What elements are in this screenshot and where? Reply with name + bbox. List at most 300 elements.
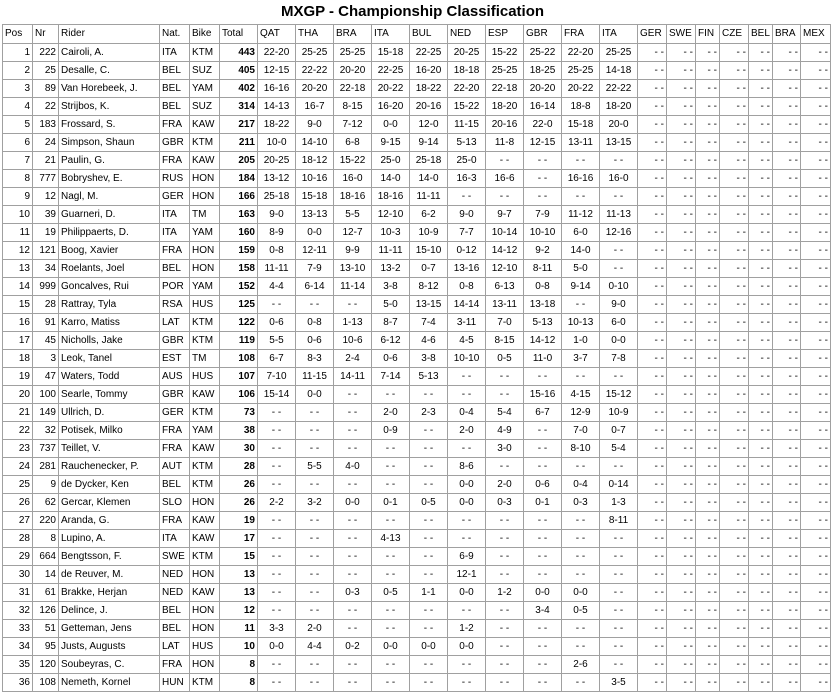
column-header: GER [638,25,667,44]
table-row [3,386,831,404]
table-row [3,44,831,62]
race-result-cell: 1-3 [600,494,638,512]
race-result-cell: 0-0 [448,476,486,494]
rider-cell: Gercar, Klemen [59,494,160,512]
race-result-cell: - - [667,386,696,404]
race-result-cell: - - [410,548,448,566]
race-result-cell: 20-22 [562,80,600,98]
race-result-cell: - - [801,656,831,674]
bike-cell: KAW [190,584,220,602]
race-result-cell: - - [258,566,296,584]
race-result-cell: - - [801,422,831,440]
race-result-cell: - - [696,44,720,62]
race-result-cell: - - [410,458,448,476]
race-result-cell: 0-0 [258,638,296,656]
race-result-cell: - - [296,584,334,602]
pos-cell: 21 [3,404,33,422]
race-result-cell: - - [773,458,801,476]
race-result-cell: - - [638,44,667,62]
total-cell: 159 [220,242,258,260]
race-result-cell: 0-0 [334,494,372,512]
race-result-cell: 15-10 [410,242,448,260]
race-result-cell: 8-11 [600,512,638,530]
race-result-cell: 3-8 [410,350,448,368]
race-result-cell: 14-0 [372,170,410,188]
nr-cell: 777 [33,170,59,188]
race-result-cell: 7-4 [410,314,448,332]
race-result-cell: - - [801,602,831,620]
race-result-cell: 7-9 [524,206,562,224]
page-title: MXGP - Championship Classification [280,3,545,20]
race-result-cell: - - [801,44,831,62]
race-result-cell: - - [638,620,667,638]
pos-cell: 1 [3,44,33,62]
nat-cell: LAT [160,314,190,332]
race-result-cell: 6-8 [334,134,372,152]
race-result-cell: 20-20 [524,80,562,98]
race-result-cell: - - [600,530,638,548]
race-result-cell: - - [696,134,720,152]
race-result-cell: - - [801,260,831,278]
race-result-cell: 4-9 [486,422,524,440]
rider-cell: Potisek, Milko [59,422,160,440]
race-result-cell: 6-14 [296,278,334,296]
bike-cell: HUS [190,638,220,656]
race-result-cell: 7-14 [372,368,410,386]
race-result-cell: - - [801,638,831,656]
race-result-cell: - - [667,206,696,224]
race-result-cell: 14-14 [448,296,486,314]
race-result-cell: - - [749,116,773,134]
race-result-cell: - - [801,116,831,134]
pos-cell: 19 [3,368,33,386]
race-result-cell: 2-0 [372,404,410,422]
race-result-cell: 22-25 [372,62,410,80]
race-result-cell: - - [486,512,524,530]
nr-cell: 999 [33,278,59,296]
race-result-cell: - - [696,350,720,368]
race-result-cell: - - [524,530,562,548]
pos-cell: 31 [3,584,33,602]
race-result-cell: - - [667,602,696,620]
nr-cell: 222 [33,44,59,62]
race-result-cell: 22-22 [296,62,334,80]
race-result-cell: - - [801,494,831,512]
race-result-cell: - - [667,620,696,638]
bike-cell: HON [190,620,220,638]
table-row [3,602,831,620]
race-result-cell: - - [801,206,831,224]
race-result-cell: - - [334,602,372,620]
race-result-cell: 0-8 [296,314,334,332]
race-result-cell: - - [696,368,720,386]
race-result-cell: 16-16 [562,170,600,188]
race-result-cell: - - [749,98,773,116]
pos-cell: 14 [3,278,33,296]
table-row [3,422,831,440]
rider-cell: Leok, Tanel [59,350,160,368]
race-result-cell: - - [801,350,831,368]
table-row [3,80,831,98]
race-result-cell: 5-0 [372,296,410,314]
total-cell: 125 [220,296,258,314]
race-result-cell: - - [749,350,773,368]
race-result-cell: - - [773,656,801,674]
race-result-cell: - - [801,296,831,314]
race-result-cell: 25-18 [258,188,296,206]
race-result-cell: 2-0 [296,620,334,638]
race-result-cell: - - [720,458,749,476]
race-result-cell: 12-1 [448,566,486,584]
race-result-cell: 0-8 [448,278,486,296]
race-result-cell: - - [667,242,696,260]
race-result-cell: - - [773,494,801,512]
race-result-cell: - - [749,188,773,206]
nat-cell: LAT [160,638,190,656]
race-result-cell: - - [638,80,667,98]
race-result-cell: - - [448,674,486,692]
nat-cell: GBR [160,134,190,152]
race-result-cell: - - [638,494,667,512]
nat-cell: GER [160,188,190,206]
nat-cell: FRA [160,242,190,260]
pos-cell: 17 [3,332,33,350]
race-result-cell: - - [696,602,720,620]
race-result-cell: - - [638,368,667,386]
race-result-cell: 9-0 [296,116,334,134]
rider-cell: Roelants, Joel [59,260,160,278]
race-result-cell: 15-22 [334,152,372,170]
pos-cell: 11 [3,224,33,242]
race-result-cell: - - [667,494,696,512]
race-result-cell: - - [720,476,749,494]
race-result-cell: - - [720,548,749,566]
race-result-cell: 6-7 [524,404,562,422]
race-result-cell: 13-11 [486,296,524,314]
race-result-cell: 20-25 [258,152,296,170]
race-result-cell: - - [296,566,334,584]
nr-cell: 51 [33,620,59,638]
pos-cell: 26 [3,494,33,512]
race-result-cell: - - [296,602,334,620]
race-result-cell: - - [410,422,448,440]
rider-cell: Karro, Matiss [59,314,160,332]
race-result-cell: - - [749,224,773,242]
race-result-cell: 16-20 [410,62,448,80]
race-result-cell: - - [638,242,667,260]
race-result-cell: - - [801,62,831,80]
nat-cell: NED [160,566,190,584]
column-header: ITA [372,25,410,44]
pos-cell: 29 [3,548,33,566]
race-result-cell: 0-0 [448,494,486,512]
race-result-cell: - - [296,512,334,530]
race-result-cell: 6-12 [372,332,410,350]
race-result-cell: 13-18 [524,296,562,314]
race-result-cell: - - [667,296,696,314]
race-result-cell: - - [486,602,524,620]
race-result-cell: 25-22 [524,44,562,62]
race-result-cell: - - [600,638,638,656]
table-row [3,260,831,278]
race-result-cell: - - [667,188,696,206]
race-result-cell: - - [801,242,831,260]
race-result-cell: - - [562,566,600,584]
table-row [3,224,831,242]
race-result-cell: - - [334,656,372,674]
race-result-cell: 15-22 [486,44,524,62]
race-result-cell: - - [773,242,801,260]
race-result-cell: - - [749,62,773,80]
nat-cell: BEL [160,62,190,80]
race-result-cell: - - [372,602,410,620]
table-row [3,368,831,386]
race-result-cell: 14-0 [562,242,600,260]
total-cell: 443 [220,44,258,62]
race-result-cell: - - [524,566,562,584]
total-cell: 106 [220,386,258,404]
race-result-cell: - - [696,116,720,134]
race-result-cell: 12-11 [296,242,334,260]
bike-cell: KTM [190,476,220,494]
race-result-cell: 10-16 [296,170,334,188]
race-result-cell: 25-0 [448,152,486,170]
race-result-cell: 0-0 [296,224,334,242]
race-result-cell: 4-15 [562,386,600,404]
bike-cell: TM [190,206,220,224]
race-result-cell: - - [801,314,831,332]
race-result-cell: - - [749,602,773,620]
race-result-cell: - - [486,548,524,566]
race-result-cell: - - [486,566,524,584]
race-result-cell: - - [638,332,667,350]
race-result-cell: 5-0 [562,260,600,278]
total-cell: 152 [220,278,258,296]
race-result-cell: - - [696,80,720,98]
race-result-cell: 5-13 [448,134,486,152]
race-result-cell: - - [773,170,801,188]
race-result-cell: 25-25 [486,62,524,80]
race-result-cell: - - [638,152,667,170]
race-result-cell: 20-22 [372,80,410,98]
race-result-cell: - - [749,512,773,530]
race-result-cell: 10-9 [410,224,448,242]
race-result-cell: - - [801,620,831,638]
race-result-cell: - - [667,278,696,296]
total-cell: 13 [220,566,258,584]
race-result-cell: - - [801,98,831,116]
race-result-cell: - - [524,674,562,692]
race-result-cell: - - [448,386,486,404]
race-result-cell: 15-18 [296,188,334,206]
pos-cell: 16 [3,314,33,332]
race-result-cell: - - [524,512,562,530]
nat-cell: SWE [160,548,190,566]
race-result-cell: - - [749,656,773,674]
nat-cell: NED [160,584,190,602]
rider-cell: Teillet, V. [59,440,160,458]
rider-cell: Nagl, M. [59,188,160,206]
nat-cell: GER [160,404,190,422]
race-result-cell: - - [524,152,562,170]
race-result-cell: - - [667,98,696,116]
race-result-cell: 20-16 [410,98,448,116]
race-result-cell: 8-12 [410,278,448,296]
race-result-cell: - - [258,548,296,566]
race-result-cell: 15-18 [562,116,600,134]
race-result-cell: - - [667,530,696,548]
race-result-cell: 2-2 [258,494,296,512]
total-cell: 205 [220,152,258,170]
race-result-cell: - - [448,368,486,386]
race-result-cell: - - [562,620,600,638]
race-result-cell: - - [801,170,831,188]
race-result-cell: - - [720,350,749,368]
bike-cell: TM [190,350,220,368]
race-result-cell: 0-6 [372,350,410,368]
race-result-cell: - - [410,386,448,404]
pos-cell: 10 [3,206,33,224]
race-result-cell: - - [773,314,801,332]
race-result-cell: 2-6 [562,656,600,674]
bike-cell: HON [190,656,220,674]
race-result-cell: - - [524,656,562,674]
race-result-cell: 0-8 [524,278,562,296]
table-row [3,440,831,458]
total-cell: 217 [220,116,258,134]
nr-cell: 95 [33,638,59,656]
race-result-cell: - - [638,566,667,584]
race-result-cell: - - [696,674,720,692]
race-result-cell: - - [448,530,486,548]
rider-cell: Desalle, C. [59,62,160,80]
race-result-cell: 20-0 [600,116,638,134]
race-result-cell: 3-8 [372,278,410,296]
race-result-cell: - - [801,386,831,404]
race-result-cell: - - [638,476,667,494]
race-result-cell: 0-1 [524,494,562,512]
race-result-cell: - - [667,476,696,494]
nat-cell: POR [160,278,190,296]
nr-cell: 120 [33,656,59,674]
table-row [3,242,831,260]
nr-cell: 183 [33,116,59,134]
total-cell: 314 [220,98,258,116]
race-result-cell: - - [258,440,296,458]
race-result-cell: 18-12 [296,152,334,170]
race-result-cell: - - [334,404,372,422]
race-result-cell: - - [524,620,562,638]
total-cell: 166 [220,188,258,206]
race-result-cell: 15-12 [600,386,638,404]
nat-cell: ITA [160,206,190,224]
pos-cell: 15 [3,296,33,314]
race-result-cell: - - [667,62,696,80]
race-result-cell: 0-6 [296,332,334,350]
nat-cell: ITA [160,224,190,242]
race-result-cell: - - [410,656,448,674]
race-result-cell: - - [638,116,667,134]
race-result-cell: 11-11 [258,260,296,278]
race-result-cell: - - [773,188,801,206]
race-result-cell: - - [773,548,801,566]
table-row [3,548,831,566]
race-result-cell: 4-0 [334,458,372,476]
race-result-cell: 14-13 [258,98,296,116]
race-result-cell: 0-0 [448,638,486,656]
race-result-cell: - - [749,458,773,476]
race-result-cell: - - [749,476,773,494]
race-result-cell: - - [667,638,696,656]
race-result-cell: - - [334,512,372,530]
race-result-cell: - - [638,674,667,692]
nr-cell: 121 [33,242,59,260]
race-result-cell: - - [296,440,334,458]
race-result-cell: 15-18 [372,44,410,62]
race-result-cell: 18-20 [486,98,524,116]
rider-cell: Justs, Augusts [59,638,160,656]
pos-cell: 6 [3,134,33,152]
race-result-cell: - - [667,350,696,368]
race-result-cell: - - [334,296,372,314]
race-result-cell: - - [410,476,448,494]
race-result-cell: 0-7 [600,422,638,440]
race-result-cell: 4-5 [448,332,486,350]
table-row [3,188,831,206]
rider-cell: Rattray, Tyla [59,296,160,314]
race-result-cell: 11-8 [486,134,524,152]
race-result-cell: 8-11 [524,260,562,278]
race-result-cell: - - [296,530,334,548]
race-result-cell: - - [773,116,801,134]
nat-cell: BEL [160,98,190,116]
rider-cell: Boog, Xavier [59,242,160,260]
race-result-cell: - - [334,530,372,548]
table-row [3,584,831,602]
race-result-cell: - - [773,80,801,98]
race-result-cell: 10-13 [562,314,600,332]
race-result-cell: - - [486,386,524,404]
race-result-cell: - - [720,422,749,440]
race-result-cell: - - [720,404,749,422]
race-result-cell: - - [720,206,749,224]
table-row [3,530,831,548]
race-result-cell: - - [296,422,334,440]
race-result-cell: - - [720,314,749,332]
race-result-cell: - - [773,296,801,314]
race-result-cell: - - [749,494,773,512]
race-result-cell: 25-25 [296,44,334,62]
race-result-cell: 0-9 [372,422,410,440]
race-result-cell: - - [749,548,773,566]
column-header: Rider [59,25,160,44]
total-cell: 405 [220,62,258,80]
race-result-cell: - - [696,332,720,350]
pos-cell: 2 [3,62,33,80]
race-result-cell: - - [638,530,667,548]
race-result-cell: - - [667,512,696,530]
race-result-cell: - - [773,62,801,80]
race-result-cell: - - [773,278,801,296]
race-result-cell: 0-0 [410,638,448,656]
race-result-cell: - - [696,386,720,404]
rider-cell: Nemeth, Kornel [59,674,160,692]
nat-cell: FRA [160,116,190,134]
race-result-cell: - - [448,440,486,458]
race-result-cell: 9-15 [372,134,410,152]
race-result-cell: - - [638,170,667,188]
race-result-cell: - - [801,152,831,170]
